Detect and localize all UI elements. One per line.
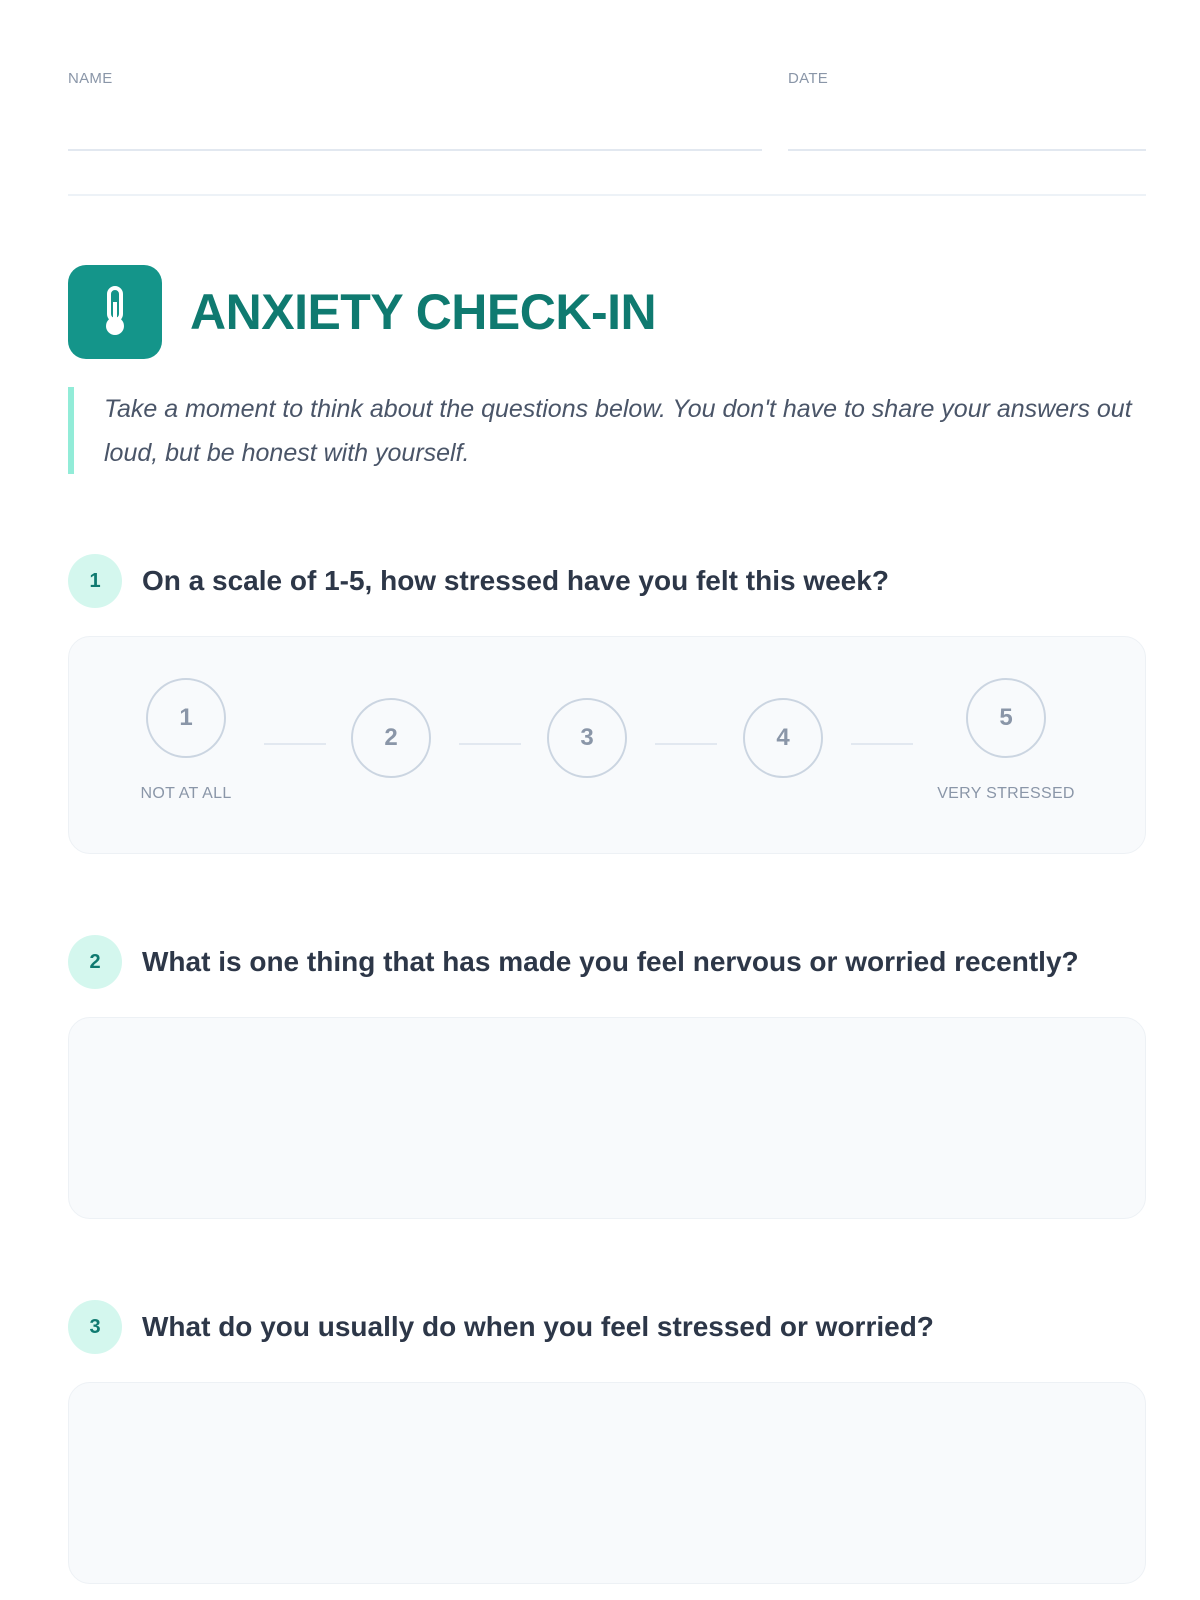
scale-max-label: VERY STRESSED bbox=[937, 785, 1075, 802]
question-number-badge: 2 bbox=[68, 935, 122, 989]
date-field[interactable] bbox=[788, 68, 1146, 87]
thermometer-icon bbox=[68, 265, 162, 359]
scale-option-1[interactable]: 1 bbox=[146, 678, 226, 758]
scale-option-3[interactable]: 3 bbox=[547, 698, 627, 778]
header-fields bbox=[68, 68, 1146, 196]
answer-box-3[interactable] bbox=[68, 1382, 1146, 1584]
answer-box-2[interactable] bbox=[68, 1017, 1146, 1219]
intro-text: Take a moment to think about the questions below. You don't have to share your answers out loud, but be honest with yourself. bbox=[104, 395, 1132, 467]
question-text: What is one thing that has made you feel nervous or worried recently? bbox=[142, 946, 1079, 977]
scale-option-4[interactable]: 4 bbox=[743, 698, 823, 778]
scale-connector bbox=[655, 743, 717, 745]
date-input-line[interactable] bbox=[788, 149, 1146, 151]
question-text: What do you usually do when you feel stressed or worried? bbox=[142, 1311, 934, 1342]
scale-connector bbox=[459, 743, 521, 745]
date-label: DATE bbox=[788, 70, 829, 87]
stress-scale bbox=[68, 636, 1146, 854]
name-label: NAME bbox=[68, 70, 113, 87]
question-text: On a scale of 1-5, how stressed have you felt this week? bbox=[142, 565, 889, 596]
name-input-line[interactable] bbox=[68, 149, 762, 151]
question-number-badge: 3 bbox=[68, 1300, 122, 1354]
scale-connector bbox=[264, 743, 326, 745]
intro-callout bbox=[68, 387, 1146, 474]
question-3 bbox=[68, 1300, 1146, 1354]
scale-option-2[interactable]: 2 bbox=[351, 698, 431, 778]
page-title: ANXIETY CHECK-IN bbox=[190, 284, 657, 340]
name-field[interactable] bbox=[68, 68, 762, 87]
title-row bbox=[68, 265, 656, 359]
scale-option-5[interactable]: 5 bbox=[966, 678, 1046, 758]
scale-connector bbox=[851, 743, 913, 745]
question-1 bbox=[68, 554, 1146, 608]
question-number-badge: 1 bbox=[68, 554, 122, 608]
question-2 bbox=[68, 935, 1146, 989]
scale-min-label: NOT AT ALL bbox=[140, 785, 232, 802]
